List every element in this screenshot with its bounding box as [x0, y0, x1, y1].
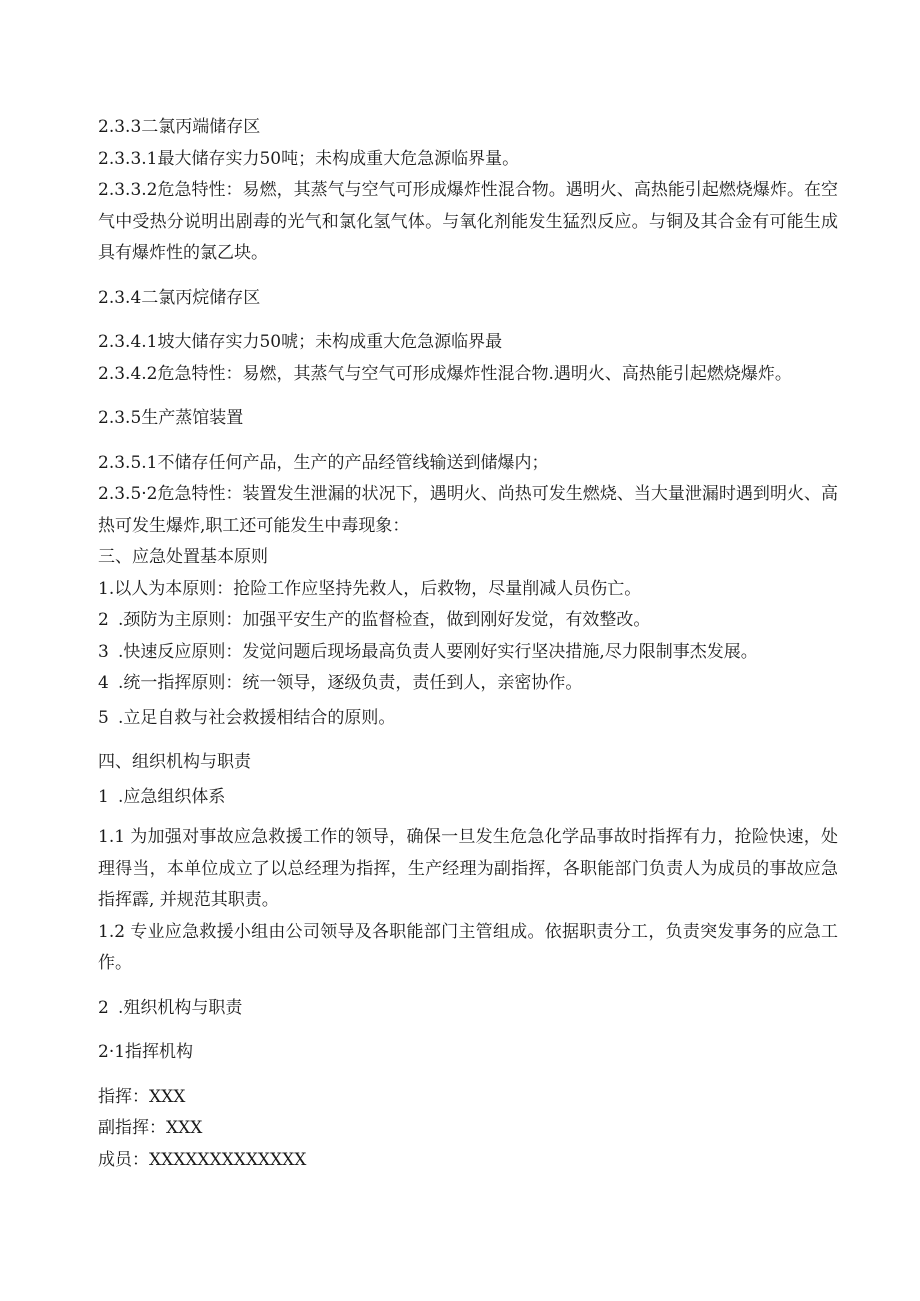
section-3-heading: 三、应急处置基本原则 [98, 547, 268, 567]
principle-1: 1.以人为本原则：抢险工作应坚持先救人，后救物，尽量削减人员伤亡。 [98, 578, 642, 599]
principle-4-text: .统一指挥原则：统一领导，逐级负责，责任到人，亲密协作。 [118, 673, 583, 693]
principle-3-text: .快速反应原则：发觉问题后现场最高负责人要刚好实行坚决措施,尽力限制事杰发展。 [118, 641, 758, 662]
document-page [98, 112, 838, 1176]
deputy-commander-line: 副指挥：XXX [98, 1118, 203, 1138]
org-2-heading [98, 993, 838, 1025]
org-2-text: .殂织机构与职责 [118, 997, 243, 1018]
section-2-3-3-2-text: 2.3.3.2危急特性：易燃，其蒸气与空气可形成爆炸性混合物。遇明火、高热能引起燃烧爆炸。在空气中受热分说明出剧毒的光气和氯化氢气体。与氧化剂能发生猛烈反应。与铜及其合金有可能生成具有爆炸性的氯乙块。 [98, 180, 838, 263]
section-2-3-5-heading: 2.3.5生产蒸馆装置 [98, 408, 244, 428]
section-2-3-4-heading: 2.3.4二氯丙烷储存区 [98, 287, 261, 308]
principle-2 [98, 605, 838, 637]
section-2-3-5-2-text: 2.3.5·2危急特性：装置发生泄漏的状况下，遇明火、尚热可发生燃烧、当大量泄漏时遇到明火、高热可发生爆炸,职工还可能发生中毒现象： [98, 484, 838, 536]
members-line: 成员：XXXXXXXXXXXXX [98, 1149, 307, 1170]
org-1-2-paragraph [98, 917, 838, 980]
section-4-heading: 四、组织机构与职责 [98, 752, 251, 772]
principle-3 [98, 637, 838, 669]
section-2-3-3-heading: 2.3.3二氯丙端储存区 [98, 117, 261, 137]
org-1-1-text: 为加强对事故应急救援工作的领导，确保一旦发生危急化学品事故时指挥有力，抢险快速，处理得当，本单位成立了以总经理为指挥，生产经理为副指挥，各职能部门负责人为成员的事故应急指挥霹, 并规范其职责。 [98, 827, 838, 910]
section-2-3-4-1-text: 2.3.4.1坡大储存实力50唬；未构成重大危急源临界最 [98, 332, 503, 352]
org-1-text: .应急组织体系 [118, 786, 226, 807]
principle-4 [98, 668, 838, 700]
org-1-heading [98, 782, 838, 814]
commander-line: 指挥：XXX [98, 1086, 186, 1107]
org-1-1-number: 1.1 [98, 827, 126, 847]
org-1-1-paragraph [98, 822, 838, 917]
principle-2-number: 2 [98, 610, 109, 630]
org-2-1-heading: 2·1指挥机构 [98, 1042, 194, 1062]
section-2-3-5-1-text: 2.3.5.1不储存任何产品，生产的产品经管线输送到储爆内； [98, 452, 549, 473]
section-2-3-4-2-text: 2.3.4.2危急特性：易燃，其蒸气与空气可形成爆炸性混合物.遇明火、高热能引起燃烧爆炸。 [98, 363, 792, 384]
section-2-3-3-1-text: 2.3.3.1最大储存实力50吨；未构成重大危急源临界量。 [98, 148, 520, 169]
principle-5-text: .立足自救与社会救援相结合的原则。 [118, 707, 396, 728]
principle-2-text: .颈防为主原则：加强平安生产的监督检查，做到刚好发觉，有效整改。 [118, 610, 651, 630]
principle-5 [98, 703, 838, 735]
org-1-number: 1 [98, 786, 109, 807]
org-1-2-number: 1.2 [98, 921, 126, 942]
principle-5-number: 5 [98, 707, 109, 728]
org-1-2-text: 专业应急救援小组由公司领导及各职能部门主管组成。依据职责分工，负责突发事务的应急工作。 [98, 921, 838, 973]
org-2-number: 2 [98, 997, 109, 1018]
principle-4-number: 4 [98, 673, 109, 693]
principle-3-number: 3 [98, 641, 109, 662]
